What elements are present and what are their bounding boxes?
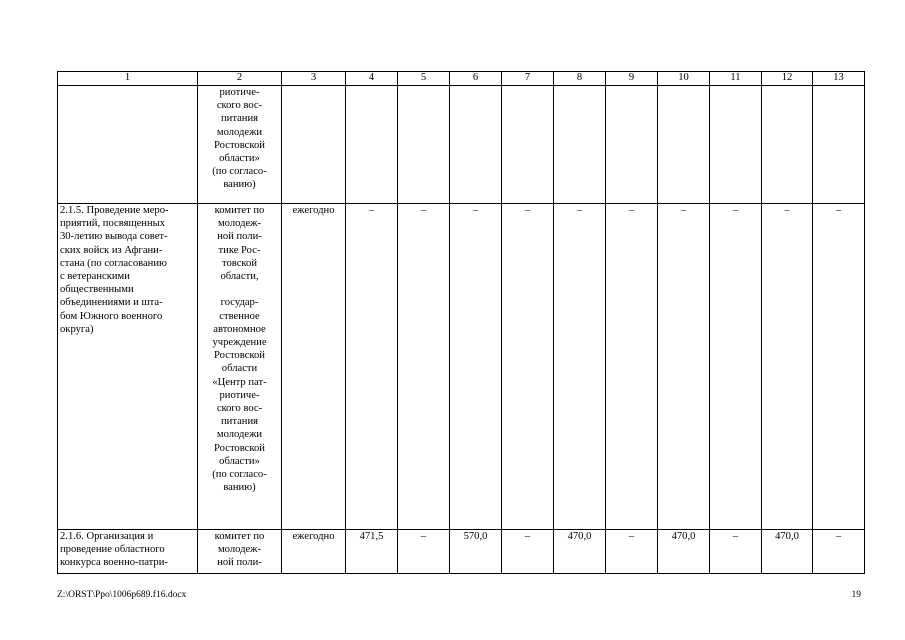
measure-cell: 2.1.6. Организация и проведение областного конкурса военно-патри- bbox=[58, 530, 198, 574]
measure-cell bbox=[58, 86, 198, 204]
column-header: 13 bbox=[813, 72, 865, 86]
value-cell bbox=[554, 86, 606, 204]
data-table bbox=[57, 71, 865, 574]
value-cell bbox=[502, 86, 554, 204]
value-cell: – bbox=[450, 204, 502, 530]
table-row bbox=[58, 86, 865, 204]
value-cell bbox=[450, 86, 502, 204]
column-header: 3 bbox=[282, 72, 346, 86]
value-cell: – bbox=[398, 204, 450, 530]
page-number: 19 bbox=[851, 590, 861, 600]
value-cell bbox=[762, 86, 813, 204]
executor-cell: риотиче- ского вос- питания молодежи Ростовской области» (по согласо- ванию) bbox=[198, 86, 282, 204]
value-cell: – bbox=[346, 204, 398, 530]
value-cell: – bbox=[710, 530, 762, 574]
table-row bbox=[58, 204, 865, 530]
column-header: 11 bbox=[710, 72, 762, 86]
value-cell: – bbox=[658, 204, 710, 530]
value-cell bbox=[710, 86, 762, 204]
column-header: 9 bbox=[606, 72, 658, 86]
column-header: 4 bbox=[346, 72, 398, 86]
period-cell bbox=[282, 86, 346, 204]
file-path: Z:\ORST\Ppo\1006p689.f16.docx bbox=[57, 590, 187, 600]
column-header: 10 bbox=[658, 72, 710, 86]
value-cell: – bbox=[762, 204, 813, 530]
column-header: 8 bbox=[554, 72, 606, 86]
value-cell: – bbox=[502, 530, 554, 574]
value-cell: – bbox=[606, 530, 658, 574]
period-cell: ежегодно bbox=[282, 204, 346, 530]
column-header: 6 bbox=[450, 72, 502, 86]
table-row bbox=[58, 530, 865, 574]
value-cell: – bbox=[710, 204, 762, 530]
period-cell: ежегодно bbox=[282, 530, 346, 574]
column-header: 5 bbox=[398, 72, 450, 86]
value-cell: – bbox=[554, 204, 606, 530]
value-cell bbox=[346, 86, 398, 204]
value-cell: 570,0 bbox=[450, 530, 502, 574]
executor-cell: комитет по молодеж- ной поли- тике Рос- товской области, государ- ственное автономное учреждение Ростовской области «Центр пат- риотиче- ского вос- питания молодежи Ростовской области» (по согласо- ванию) bbox=[198, 204, 282, 530]
column-header: 2 bbox=[198, 72, 282, 86]
column-header: 7 bbox=[502, 72, 554, 86]
value-cell: 470,0 bbox=[658, 530, 710, 574]
value-cell: 470,0 bbox=[554, 530, 606, 574]
value-cell bbox=[398, 86, 450, 204]
value-cell: 470,0 bbox=[762, 530, 813, 574]
value-cell bbox=[606, 86, 658, 204]
value-cell: – bbox=[813, 530, 865, 574]
measure-cell: 2.1.5. Проведение меро- приятий, посвященных 30-летию вывода совет- ских войск из Афгани- стана (по согласованию с ветеранскими общественными объединениями и шта- бом Южного военного округа) bbox=[58, 204, 198, 530]
value-cell: – bbox=[502, 204, 554, 530]
value-cell: – bbox=[606, 204, 658, 530]
table-header-row bbox=[58, 72, 865, 86]
value-cell: – bbox=[398, 530, 450, 574]
value-cell: – bbox=[813, 204, 865, 530]
value-cell bbox=[813, 86, 865, 204]
column-header: 12 bbox=[762, 72, 813, 86]
value-cell bbox=[658, 86, 710, 204]
executor-cell: комитет по молодеж- ной поли- bbox=[198, 530, 282, 574]
value-cell: 471,5 bbox=[346, 530, 398, 574]
column-header: 1 bbox=[58, 72, 198, 86]
